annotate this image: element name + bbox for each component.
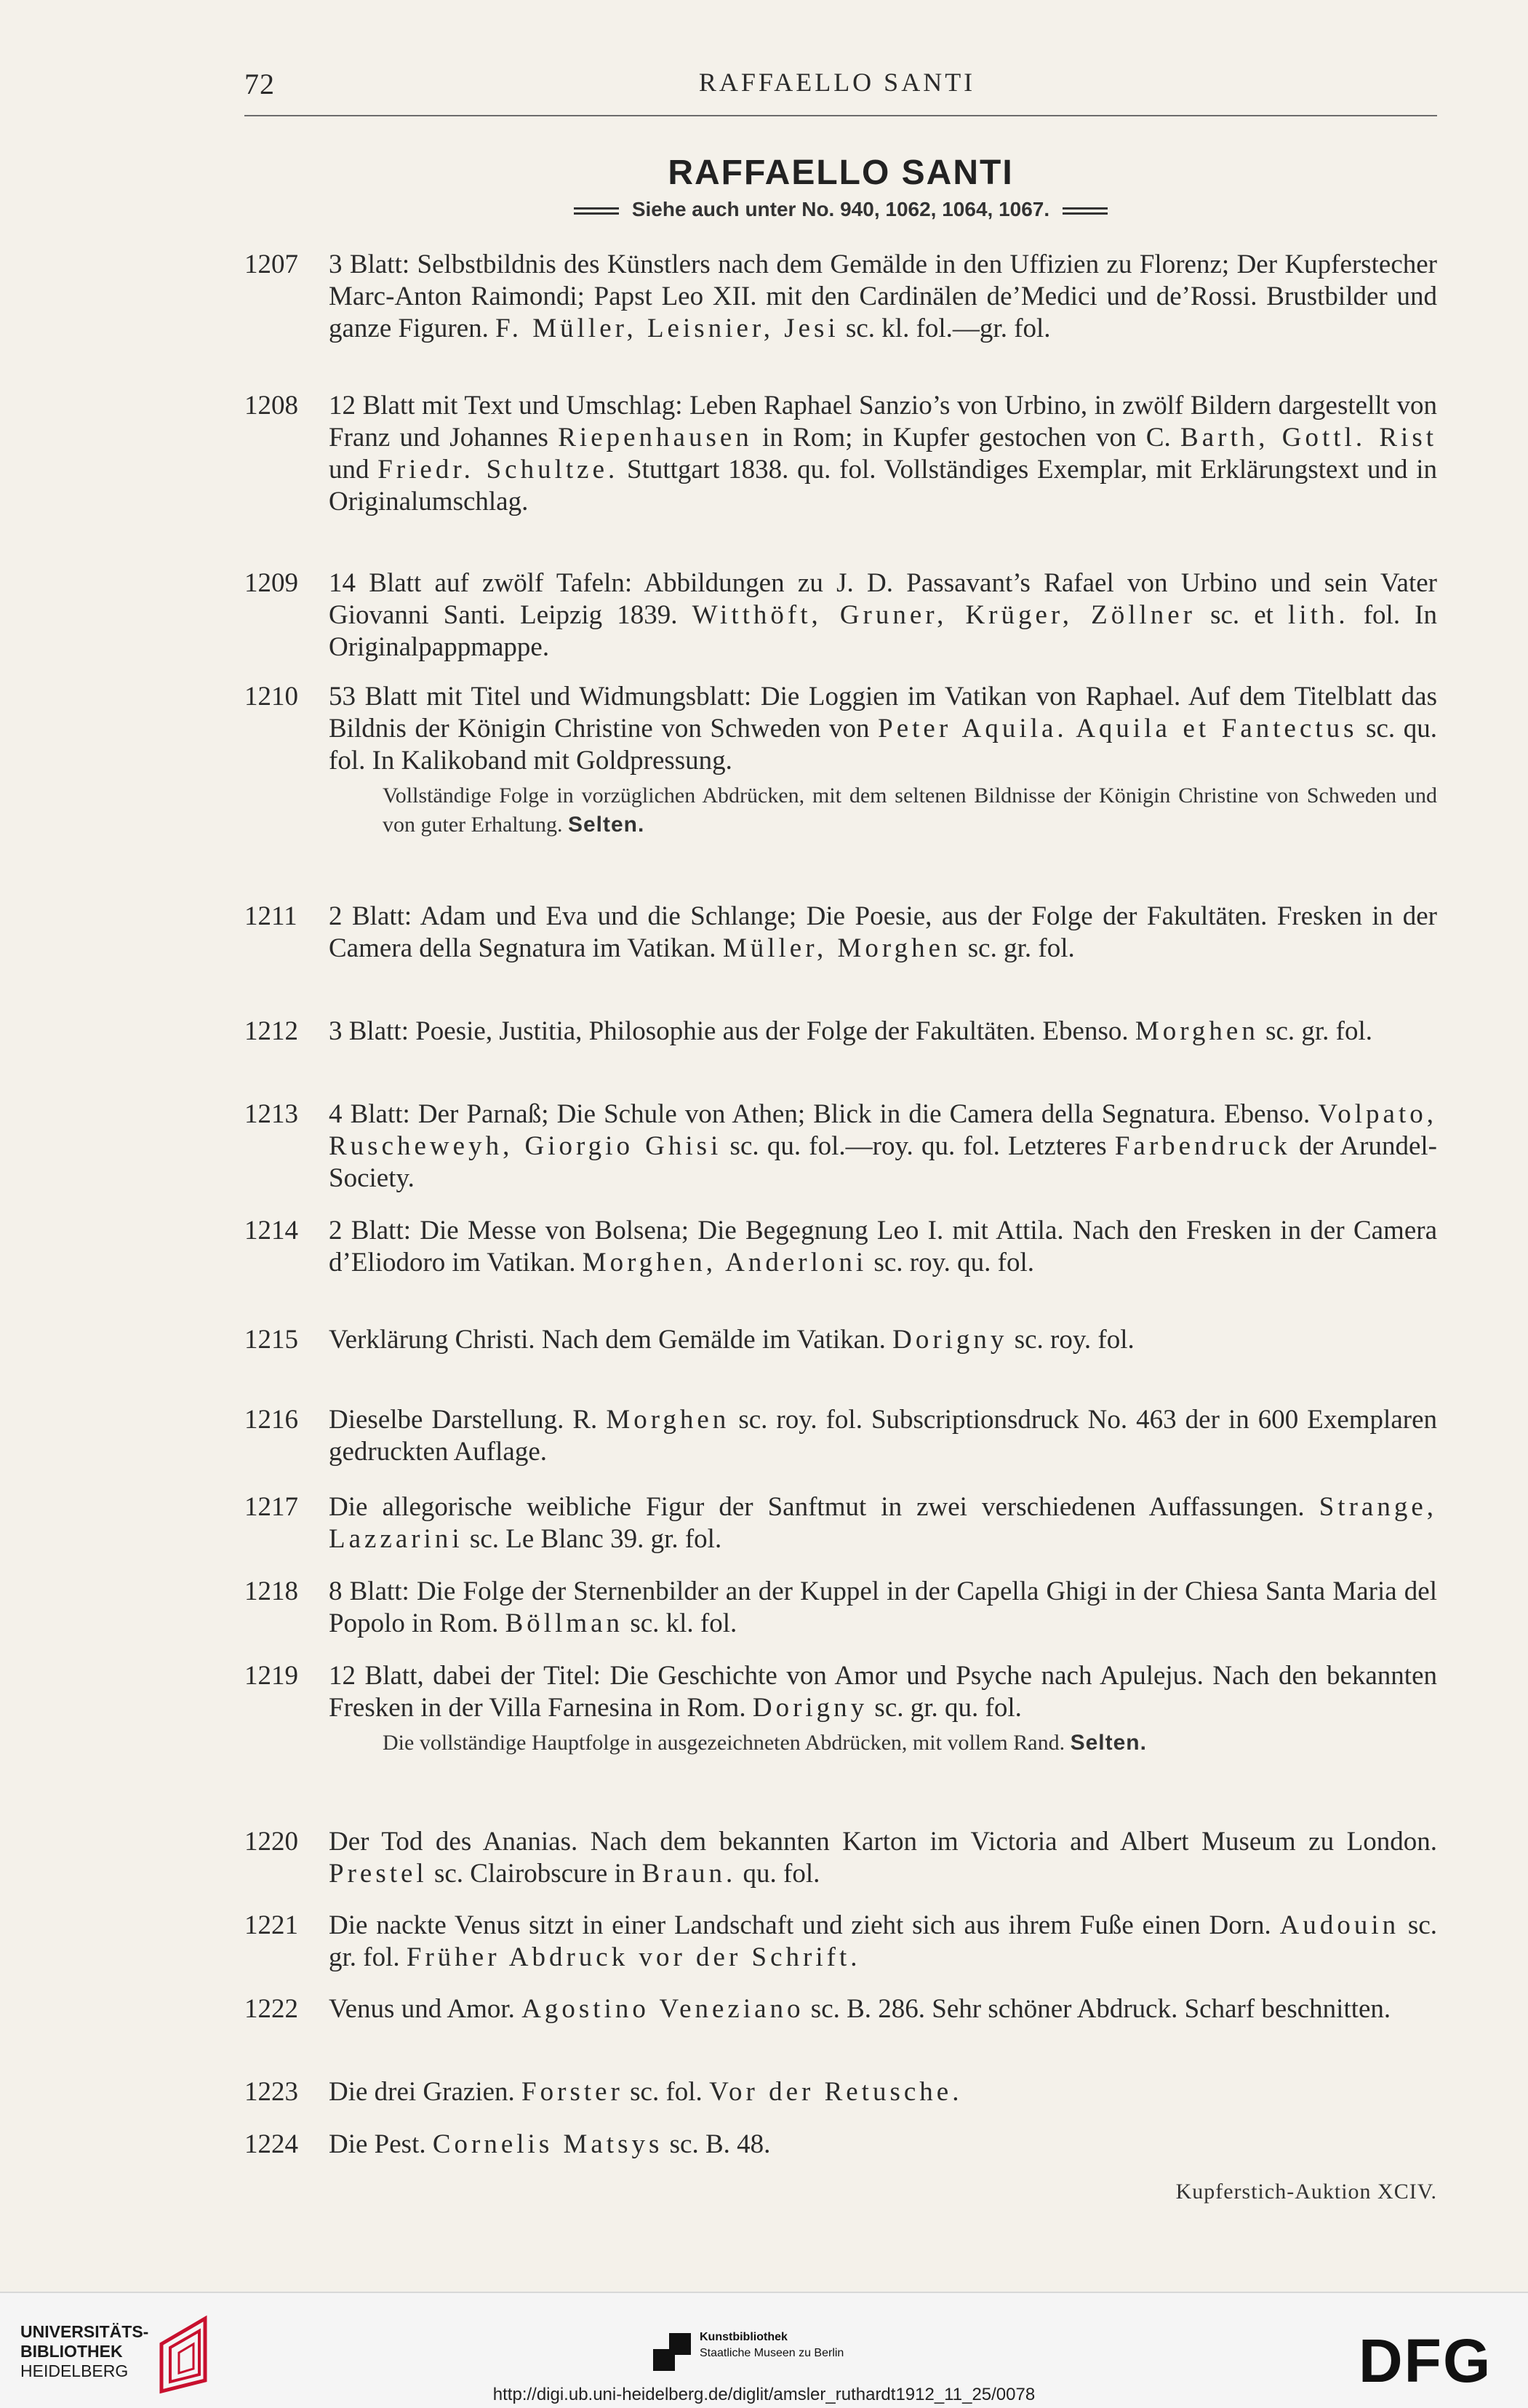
catalog-footer: Kupferstich-Auktion XCIV. xyxy=(1175,2180,1437,2204)
catalog-entry xyxy=(244,2129,1437,2161)
entry-number: 1218 xyxy=(244,1576,298,1606)
note-text: Die vollständige Hauptfolge in ausgezeichneten Abdrücken, mit vollem Rand. xyxy=(383,1731,1071,1755)
spaced-name: Cornelis Matsys xyxy=(432,2129,663,2159)
kunstbibliothek-text xyxy=(700,2329,844,2361)
entry-number: 1215 xyxy=(244,1325,298,1355)
spaced-name: Riepenhausen xyxy=(558,423,753,453)
description-text: sc. qu. fol. In Kalikoband mit Goldpressung. xyxy=(329,714,1437,776)
description-text: sc. gr. fol. xyxy=(329,1910,1438,1972)
description-text xyxy=(1068,714,1076,743)
spaced-name: Friedr. Schultze. xyxy=(377,455,619,485)
catalog-entry xyxy=(244,567,1437,663)
running-head xyxy=(244,67,1430,103)
spaced-name: Barth, Gottl. Rist xyxy=(1180,423,1437,453)
library-footer-bar xyxy=(0,2292,1528,2408)
entry-description xyxy=(329,1099,1437,1195)
description-text: 14 Blatt auf zwölf Tafeln: Abbildungen zu J. D. Passavant’s Rafael von Urbino und sein Vater Giovanni Santi. Leipzig 1839. xyxy=(329,568,1437,630)
description-text: sc. roy. qu. fol. xyxy=(867,1248,1035,1277)
catalog-entry xyxy=(244,2076,1437,2108)
university-line-3: HEIDELBERG xyxy=(20,2361,129,2380)
entry-description xyxy=(329,1324,1437,1356)
description-text: sc. kl. fol. xyxy=(623,1608,737,1638)
description-text: und xyxy=(329,455,378,485)
description-text: 3 Blatt: Poesie, Justitia, Philosophie aus der Folge der Fakultäten. Ebenso. xyxy=(329,1016,1135,1046)
spaced-name: Aquila et Fantectus xyxy=(1076,714,1358,743)
entry-description xyxy=(329,901,1437,965)
description-text: Der Tod des Ananias. Nach dem bekannten Karton im Victoria and Albert Museum zu London. xyxy=(329,1827,1437,1857)
catalog-entry xyxy=(244,1324,1437,1356)
double-rule-right xyxy=(1063,207,1108,215)
spaced-name: Farbendruck xyxy=(1114,1131,1291,1161)
spaced-name: Peter Aquila. xyxy=(878,714,1068,743)
description-text: 4 Blatt: Der Parnaß; Die Schule von Athen; Blick in die Camera della Segnatura. Ebenso. xyxy=(329,1099,1319,1129)
description-text: 2 Blatt: Adam und Eva und die Schlange; Die Poesie, aus der Folge der Fakultäten. Fresken in der Camera della Segnatura im Vatikan. xyxy=(329,901,1437,963)
description-text: Die allegorische weibliche Figur der Sanftmut in zwei verschiedenen Auffassungen. xyxy=(329,1492,1319,1522)
entry-number: 1224 xyxy=(244,2129,298,2159)
catalog-entry xyxy=(244,1215,1437,1279)
heidelberg-library-logo-icon xyxy=(154,2315,218,2395)
entry-number: 1216 xyxy=(244,1405,298,1435)
double-rule-left xyxy=(574,207,619,215)
university-line-2: BIBLIOTHEK xyxy=(20,2342,123,2361)
entry-number: 1211 xyxy=(244,901,297,931)
entry-number: 1223 xyxy=(244,2077,298,2107)
description-text: sc. gr. fol. xyxy=(1258,1016,1373,1046)
description-text: sc. gr. qu. fol. xyxy=(868,1693,1022,1723)
kb-title: Kunstbibliothek xyxy=(700,2331,788,2343)
entry-description xyxy=(329,1910,1437,1974)
description-text: sc. fol. xyxy=(623,2077,710,2107)
description-text: sc. B. 286. Sehr schöner Abdruck. Scharf beschnitten. xyxy=(804,1994,1391,2024)
entry-description xyxy=(329,2076,1437,2108)
entry-description xyxy=(329,390,1437,518)
entry-description xyxy=(329,1404,1437,1468)
university-line-1: UNIVERSITÄTS- xyxy=(20,2322,149,2341)
permalink-url[interactable]: http://digi.ub.uni-heidelberg.de/diglit/amsler_ruthardt1912_11_25/0078 xyxy=(492,2385,1036,2404)
entry-number: 1214 xyxy=(244,1216,298,1245)
description-text: sc. roy. fol. xyxy=(1007,1325,1135,1355)
description-text: Dieselbe Darstellung. R. xyxy=(329,1405,607,1435)
catalog-entry xyxy=(244,1910,1437,1974)
spaced-name: Böllman xyxy=(505,1608,624,1638)
catalog-entry xyxy=(244,1491,1437,1555)
description-text: 53 Blatt mit Titel und Widmungsblatt: Die Loggien im Vatikan von Raphael. Auf dem Titelblatt das Bildnis der Königin Christine von Schweden von xyxy=(329,682,1437,743)
spaced-name: Dorigny xyxy=(892,1325,1008,1355)
entry-note xyxy=(383,1729,1437,1758)
see-also-text: Siehe auch unter No. 940, 1062, 1064, 1067. xyxy=(631,198,1050,220)
catalog-entry xyxy=(244,1099,1437,1195)
entry-number: 1209 xyxy=(244,568,298,598)
see-also-line xyxy=(244,198,1437,221)
entry-number: 1213 xyxy=(244,1099,298,1129)
catalog-entry xyxy=(244,1576,1437,1640)
description-text: sc. roy. fol. Subscriptionsdruck No. 463 der in 600 Exemplaren gedruckten Auflage. xyxy=(329,1405,1438,1467)
spaced-name: Morghen, Anderloni xyxy=(582,1248,868,1277)
description-text: 12 Blatt, dabei der Titel: Die Geschichte von Amor und Psyche nach Apulejus. Nach den bekannten Fresken in der Villa Farnesina in Rom. xyxy=(329,1661,1437,1723)
spaced-name: F. Müller, Leisnier, Jesi xyxy=(495,314,839,343)
catalog-entry xyxy=(244,390,1437,518)
header-rule xyxy=(244,115,1437,116)
university-library-name xyxy=(20,2322,148,2381)
entry-description xyxy=(329,1993,1437,2025)
entry-description xyxy=(329,681,1437,777)
description-text: sc. kl. fol.—gr. fol. xyxy=(839,314,1051,343)
spaced-name: Prestel xyxy=(329,1859,428,1889)
catalog-entry xyxy=(244,1660,1437,1758)
description-text: sc. Clairobscure in xyxy=(427,1859,642,1889)
catalog-entry xyxy=(244,1016,1437,1048)
entry-number: 1217 xyxy=(244,1492,298,1522)
page-number: 72 xyxy=(244,68,275,100)
entry-number: 1210 xyxy=(244,682,298,711)
dfg-logo: DFG xyxy=(1359,2327,1492,2395)
spaced-name: Morghen xyxy=(1135,1016,1259,1046)
description-text: Die nackte Venus sitzt in einer Landschaft und zieht sich aus ihrem Fuße einen Dorn. xyxy=(329,1910,1280,1940)
entry-description xyxy=(329,249,1437,345)
spaced-name: Volpato, Ruscheweyh, Giorgio Ghisi xyxy=(329,1099,1437,1161)
entry-description xyxy=(329,1491,1437,1555)
spaced-name: Vor der Retusche. xyxy=(709,2077,963,2107)
entry-description xyxy=(329,1016,1437,1048)
spaced-name: Braun. xyxy=(641,1859,737,1889)
spaced-name: Morghen xyxy=(606,1405,730,1435)
description-text: Stuttgart 1838. qu. fol. Vollständiges Exemplar, mit Erklärungstext und in Originalumschlag. xyxy=(329,455,1437,517)
description-text: 3 Blatt: Selbstbildnis des Künstlers nach dem Gemälde in den Uffizien zu Florenz; Der Kupferstecher Marc-Anton Raimondi; Papst Leo XII. mit den Cardinälen de’Medici und de’Rossi. Brustbilder und ganze Figuren. xyxy=(329,250,1437,343)
entry-number: 1208 xyxy=(244,391,298,420)
kb-subtitle: Staatliche Museen zu Berlin xyxy=(700,2347,844,2359)
spaced-name: Audouin xyxy=(1279,1910,1400,1940)
section-title: RAFFAELLO SANTI xyxy=(668,154,1014,192)
description-text: Die drei Grazien. xyxy=(329,2077,522,2107)
spaced-name: lith. xyxy=(1288,600,1349,630)
entry-number: 1219 xyxy=(244,1661,298,1691)
entry-number: 1220 xyxy=(244,1827,298,1857)
catalog-entry xyxy=(244,681,1437,840)
entry-description xyxy=(329,1576,1437,1640)
description-text: sc. gr. fol. xyxy=(961,933,1075,963)
note-text: Vollständige Folge in vorzüglichen Abdrücken, mit dem seltenen Bildnisse der Königin Christine von Schweden und von guter Erhaltung. xyxy=(383,784,1437,837)
spaced-name: Agostino Veneziano xyxy=(521,1994,804,2024)
description-text: sc. qu. fol.—roy. qu. fol. Letzteres xyxy=(721,1131,1115,1161)
catalog-entry xyxy=(244,1826,1437,1890)
description-text: 12 Blatt mit Text und Umschlag: Leben Raphael Sanzio’s von Urbino, in zwölf Bildern dargestellt von Franz und Johannes xyxy=(329,391,1437,453)
spaced-name: Dorigny xyxy=(752,1693,868,1723)
spaced-name: Müller, Morghen xyxy=(722,933,961,963)
description-text: der Arundel-Society. xyxy=(329,1131,1437,1193)
description-text: qu. fol. xyxy=(736,1859,820,1889)
catalog-entry xyxy=(244,901,1437,965)
entry-note xyxy=(383,781,1437,840)
description-text: 8 Blatt: Die Folge der Sternenbilder an der Kuppel in der Capella Ghigi in der Chiesa Santa Maria del Popolo in Rom. xyxy=(329,1576,1437,1638)
entry-number: 1222 xyxy=(244,1994,298,2024)
entry-description xyxy=(329,1826,1437,1890)
entry-number: 1207 xyxy=(244,250,298,279)
catalog-entry xyxy=(244,249,1437,345)
rarity-label: Selten. xyxy=(1070,1731,1147,1755)
description-text: sc. Le Blanc 39. gr. fol. xyxy=(463,1524,722,1554)
description-text: Die Pest. xyxy=(329,2129,433,2159)
running-title: RAFFAELLO SANTI xyxy=(698,68,976,97)
entry-number: 1221 xyxy=(244,1910,298,1940)
spaced-name: Früher Abdruck vor der Schrift. xyxy=(406,1942,861,1972)
entry-description xyxy=(329,567,1437,663)
catalog-entry xyxy=(244,1993,1437,2025)
spaced-name: Witthöft, Gruner, Krüger, Zöllner xyxy=(692,600,1196,630)
catalog-entry xyxy=(244,1404,1437,1468)
description-text: 2 Blatt: Die Messe von Bolsena; Die Begegnung Leo I. mit Attila. Nach den Fresken in der Camera d’Eliodoro im Vatikan. xyxy=(329,1216,1437,1277)
description-text: sc. et xyxy=(1196,600,1289,630)
entry-description xyxy=(329,1660,1437,1724)
spaced-name: Strange, Lazzarini xyxy=(329,1492,1437,1554)
rarity-label: Selten. xyxy=(567,813,645,837)
description-text: in Rom; in Kupfer gestochen von C. xyxy=(752,423,1181,453)
spaced-name: Forster xyxy=(521,2077,623,2107)
description-text: sc. B. 48. xyxy=(663,2129,771,2159)
entry-description xyxy=(329,2129,1437,2161)
kunstbibliothek-logo-icon xyxy=(653,2333,691,2371)
entry-description xyxy=(329,1215,1437,1279)
description-text: Verklärung Christi. Nach dem Gemälde im Vatikan. xyxy=(329,1325,893,1355)
description-text: Venus und Amor. xyxy=(329,1994,522,2024)
entry-number: 1212 xyxy=(244,1016,298,1046)
description-text: fol. In Originalpappmappe. xyxy=(329,600,1437,662)
